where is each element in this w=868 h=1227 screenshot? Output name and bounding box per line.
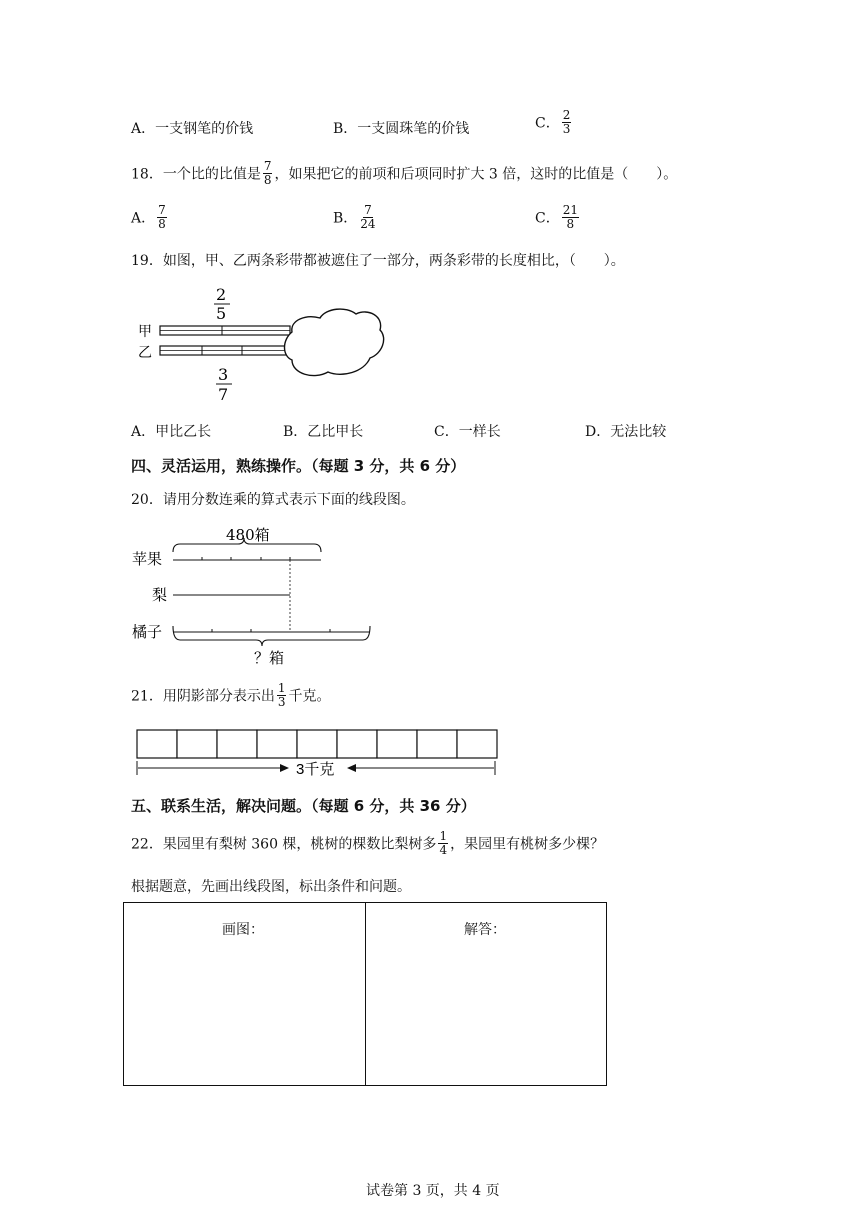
q18-option-a: [131, 204, 169, 231]
q19-ribbon-figure: [130, 282, 390, 404]
q17-option-c: [535, 109, 573, 136]
q18-option-b: [333, 204, 379, 231]
draw-column-header: 画图：: [222, 922, 264, 938]
grid-cell[interactable]: [377, 730, 417, 758]
q19-bottom-denominator: 7: [218, 385, 229, 404]
grid-cell[interactable]: [337, 730, 377, 758]
q21-prefix: 21．用阴影部分表示出: [131, 688, 275, 705]
fraction-denominator: 8: [263, 173, 272, 187]
q20-top-value: 480箱: [226, 526, 270, 544]
q18-option-c: [535, 204, 581, 231]
q17-option-a: A．一支钢笔的价钱: [131, 121, 254, 137]
q17-option-c-fraction: [562, 109, 572, 136]
q17-option-c-prefix: C．: [535, 115, 560, 132]
q18-option-b-prefix: B．: [333, 210, 358, 227]
fraction-numerator: 1: [439, 829, 448, 843]
q21-suffix: 千克。: [288, 688, 331, 705]
q21-question: [131, 682, 330, 709]
q18-option-c-fraction: [562, 204, 579, 231]
q21-grid-figure: [134, 727, 500, 777]
q17-option-b: B．一支圆珠笔的价钱: [333, 121, 470, 137]
q22-instruction: 根据题意，先画出线段图，标出条件和问题。: [131, 879, 411, 895]
q19-label-jia: 甲: [138, 324, 152, 340]
fraction-denominator: 4: [439, 843, 448, 857]
fraction-numerator: 2: [562, 108, 571, 122]
q18-option-c-prefix: C．: [535, 210, 560, 227]
q21-cells: [137, 730, 497, 758]
grid-cell[interactable]: [217, 730, 257, 758]
q22-suffix: ，果园里有桃树多少棵？: [450, 836, 605, 853]
grid-cell[interactable]: [137, 730, 177, 758]
fraction-numerator: 7: [364, 203, 372, 217]
grid-cell[interactable]: [417, 730, 457, 758]
q19-option-a: A．甲比乙长: [131, 424, 212, 440]
q21-arrow-label: 3千克: [296, 761, 335, 777]
answer-area[interactable]: [366, 903, 606, 1085]
q19-bottom-numerator: 3: [218, 365, 229, 384]
q20-label-pear: 梨: [152, 586, 168, 604]
q18-question: [131, 160, 677, 187]
q20-line-diagram: [130, 522, 380, 670]
fraction-denominator: 8: [566, 217, 575, 231]
grid-cell[interactable]: [457, 730, 497, 758]
q19-label-yi: 乙: [138, 345, 152, 361]
fraction-denominator: 8: [158, 217, 166, 231]
q18-prefix: 18．一个比的比值是: [131, 166, 261, 183]
answer-column-header: 解答：: [464, 922, 506, 938]
q18-fraction: [263, 160, 273, 187]
q19-option-b: B．乙比甲长: [283, 424, 364, 440]
q19-top-denominator: 5: [216, 304, 227, 323]
q19-question: 19．如图，甲、乙两条彩带都被遮住了一部分，两条彩带的长度相比，（ ）。: [131, 253, 625, 269]
section-4-title: 四、灵活运用，熟练操作。（每题 3 分，共 6 分）: [131, 457, 466, 475]
q19-top-numerator: 2: [216, 285, 227, 304]
q20-label-orange: 橘子: [132, 623, 163, 641]
q18-option-a-prefix: A．: [131, 210, 156, 227]
q18-option-b-fraction: [359, 204, 376, 231]
fraction-denominator: 3: [562, 122, 571, 136]
q20-label-apple: 苹果: [132, 550, 163, 568]
fraction-denominator: 24: [360, 217, 376, 231]
fraction-numerator: 1: [277, 681, 286, 695]
q21-fraction: [277, 682, 287, 709]
draw-area[interactable]: [124, 903, 365, 1085]
grid-cell[interactable]: [257, 730, 297, 758]
cloud-cover: [285, 309, 384, 376]
fraction-numerator: 7: [263, 159, 272, 173]
page-footer: 试卷第 3 页，共 4 页: [366, 1183, 500, 1199]
grid-cell[interactable]: [177, 730, 217, 758]
q20-question: 20．请用分数连乘的算式表示下面的线段图。: [131, 492, 415, 508]
q22-question: [131, 830, 604, 857]
q19-option-d: D．无法比较: [585, 424, 667, 440]
q22-prefix: 22．果园里有梨树 360 棵，桃树的棵数比梨树多: [131, 836, 437, 853]
fraction-numerator: 7: [158, 203, 166, 217]
fraction-denominator: 3: [277, 695, 286, 709]
q19-option-c: C．一样长: [434, 424, 501, 440]
fraction-numerator: 21: [562, 203, 578, 217]
grid-cell[interactable]: [297, 730, 337, 758]
q20-bottom-value: ？箱: [254, 649, 285, 667]
section-5-title: 五、联系生活，解决问题。（每题 6 分，共 36 分）: [131, 797, 476, 815]
q18-suffix: ，如果把它的前项和后项同时扩大 3 倍，这时的比值是（ ）。: [274, 166, 678, 183]
q22-fraction: [438, 830, 448, 857]
q18-option-a-fraction: [157, 204, 167, 231]
answer-table: [123, 902, 607, 1086]
